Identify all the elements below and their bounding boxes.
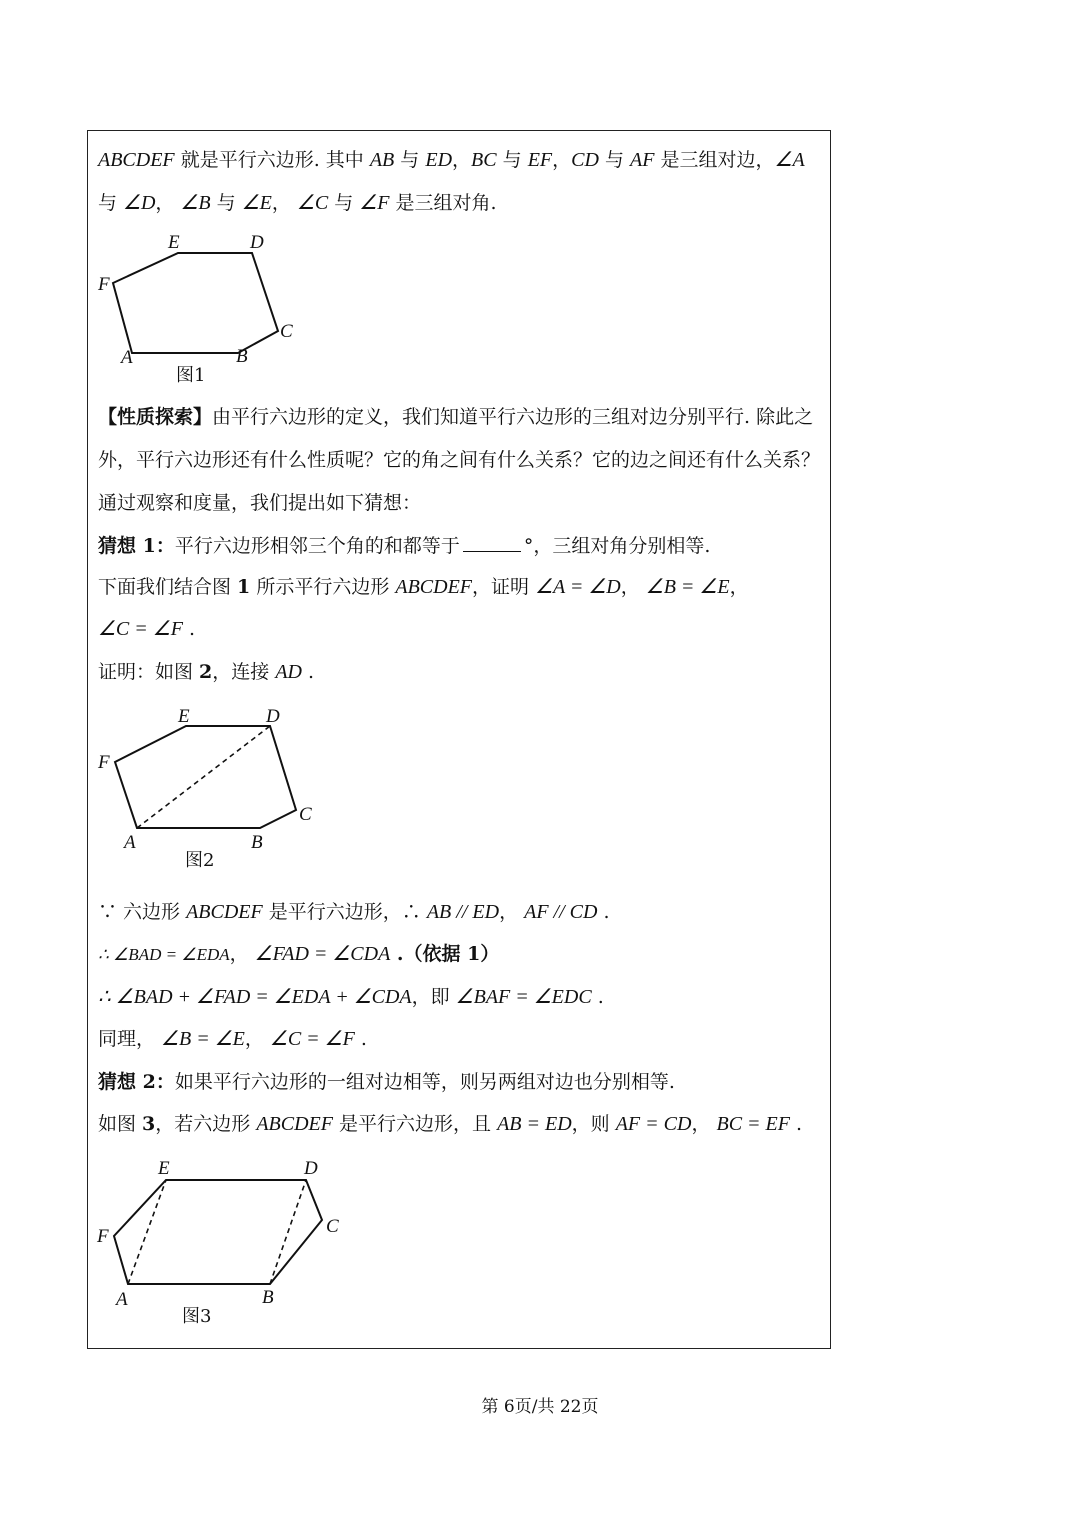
text: °，三组对角分别相等. bbox=[523, 535, 711, 557]
text: 就是平行六边形. 其中 bbox=[174, 149, 370, 171]
guess-tag: 猜想 1： bbox=[98, 535, 175, 557]
text: ， bbox=[552, 149, 572, 171]
math: ∠E bbox=[241, 192, 272, 214]
text: ， bbox=[620, 576, 646, 598]
text: ， bbox=[499, 901, 525, 923]
vertex-label-c: C bbox=[326, 1216, 339, 1237]
math: AB // ED bbox=[426, 901, 500, 923]
vertex-label-f: F bbox=[97, 1226, 109, 1247]
page-number: 第 6页/共 22页 bbox=[481, 1397, 599, 1417]
vertex-label-b: B bbox=[236, 346, 248, 367]
text: ，连接 bbox=[212, 661, 276, 683]
figure-2 bbox=[90, 700, 330, 880]
intro-line-2 bbox=[98, 191, 497, 215]
explore-line-1 bbox=[98, 405, 813, 429]
math: ∠B = ∠E bbox=[161, 1028, 245, 1050]
hexagon-shape bbox=[115, 726, 296, 828]
hexagon-shape bbox=[114, 1180, 322, 1284]
text: . bbox=[597, 901, 610, 923]
math: ∠C bbox=[296, 192, 329, 214]
text: ，若六边形 bbox=[155, 1113, 257, 1135]
guess-2-detail-line bbox=[98, 1112, 802, 1136]
explore-line-2: 外，平行六边形还有什么性质呢？它的角之间有什么关系？它的边之间还有什么关系？ bbox=[98, 449, 821, 471]
text: 2 bbox=[199, 661, 213, 683]
vertex-label-c: C bbox=[299, 804, 312, 825]
text: ， bbox=[271, 192, 297, 214]
figure-caption: 图3 bbox=[182, 1306, 212, 1327]
math: AD bbox=[275, 661, 302, 683]
vertex-label-a: A bbox=[116, 1289, 128, 1310]
text: .（依据 1） bbox=[390, 943, 500, 965]
vertex-label-d: D bbox=[266, 706, 280, 727]
vertex-label-e: E bbox=[178, 706, 190, 727]
math: ∠C = ∠F bbox=[98, 618, 183, 640]
math: ∠F bbox=[359, 192, 390, 214]
text: 是三组对角. bbox=[389, 192, 497, 214]
math: AF // CD bbox=[524, 901, 598, 923]
vertex-label-f: F bbox=[98, 274, 110, 295]
vertex-label-b: B bbox=[251, 832, 263, 853]
text: 与 bbox=[210, 192, 242, 214]
text: 由平行六边形的定义，我们知道平行六边形的三组对边分别平行. 除此之 bbox=[212, 406, 814, 428]
math: BC bbox=[471, 149, 497, 171]
vertex-label-e: E bbox=[158, 1158, 170, 1179]
text: 是平行六边形，且 bbox=[332, 1113, 498, 1135]
math: ∠BAF = ∠EDC bbox=[455, 986, 592, 1008]
vertex-label-f: F bbox=[98, 752, 110, 773]
math: ABCDEF bbox=[98, 149, 175, 171]
guess-1-line bbox=[98, 533, 710, 558]
text: 与 bbox=[394, 149, 426, 171]
vertex-label-e: E bbox=[168, 232, 180, 253]
math: ABCDEF bbox=[186, 901, 263, 923]
proof-line-4 bbox=[98, 1027, 367, 1051]
figure-1 bbox=[90, 225, 310, 390]
proof-line-2 bbox=[98, 942, 499, 967]
text: 与 bbox=[598, 149, 631, 171]
math: EF bbox=[527, 149, 553, 171]
text: 3 bbox=[142, 1113, 156, 1135]
section-tag: 【性质探索】 bbox=[98, 406, 213, 428]
math: AF = CD bbox=[615, 1113, 692, 1135]
text: 平行六边形相邻三个角的和都等于 bbox=[174, 535, 460, 557]
math: ∠C = ∠F bbox=[269, 1028, 355, 1050]
text: ，则 bbox=[571, 1113, 616, 1135]
math: ∠D bbox=[123, 192, 156, 214]
text: 是平行六边形，∴ bbox=[262, 901, 427, 923]
guess-tag: 猜想 2： bbox=[98, 1071, 175, 1093]
proof-intro-line-2 bbox=[98, 617, 195, 641]
text: 所示平行六边形 bbox=[250, 576, 396, 598]
math: ∴ ∠BAD + ∠FAD = ∠EDA + ∠CDA bbox=[98, 986, 412, 1008]
math: ∠A bbox=[774, 149, 805, 171]
text: . bbox=[789, 1113, 803, 1135]
text: . bbox=[302, 661, 315, 683]
math: AB bbox=[369, 149, 395, 171]
vertex-label-c: C bbox=[280, 321, 293, 342]
text: 与 bbox=[496, 149, 528, 171]
text: ∵ 六边形 bbox=[98, 901, 187, 923]
text: 如图 bbox=[98, 1113, 143, 1135]
math: ∠B bbox=[180, 192, 211, 214]
text: . bbox=[182, 618, 196, 640]
vertex-label-d: D bbox=[304, 1158, 318, 1179]
math: ED bbox=[425, 149, 453, 171]
proof-line-1 bbox=[98, 900, 610, 924]
vertex-label-d: D bbox=[250, 232, 264, 253]
text: 同理， bbox=[98, 1028, 162, 1050]
text: 1 bbox=[237, 576, 251, 598]
text: 如果平行六边形的一组对边相等，则另两组对边也分别相等. bbox=[174, 1071, 675, 1093]
proof-intro-line-1 bbox=[98, 575, 749, 599]
vertex-label-b: B bbox=[262, 1287, 274, 1308]
vertex-label-a: A bbox=[124, 832, 136, 853]
text: . bbox=[354, 1028, 367, 1050]
figure-3 bbox=[90, 1150, 360, 1335]
math: ∠B = ∠E bbox=[645, 576, 730, 598]
text: ， bbox=[452, 149, 472, 171]
text: 是三组对边， bbox=[654, 149, 775, 171]
text: . bbox=[591, 986, 604, 1008]
text: ， bbox=[244, 1028, 270, 1050]
math: CD bbox=[571, 149, 599, 171]
text: ， bbox=[229, 943, 255, 965]
text: 与 bbox=[328, 192, 360, 214]
guess-2-line bbox=[98, 1070, 675, 1094]
math: AF bbox=[630, 149, 655, 171]
text: ，即 bbox=[411, 986, 456, 1008]
figure-caption: 图2 bbox=[185, 850, 215, 871]
text: ， bbox=[155, 192, 181, 214]
text: ，证明 bbox=[472, 576, 536, 598]
text: 下面我们结合图 bbox=[98, 576, 238, 598]
text: 证明：如图 bbox=[98, 661, 200, 683]
math: ∠A = ∠D bbox=[535, 576, 621, 598]
math: AB = ED bbox=[497, 1113, 572, 1135]
intro-line-1 bbox=[98, 148, 805, 172]
text: ， bbox=[729, 576, 749, 598]
figure-caption: 图1 bbox=[176, 365, 206, 386]
math: BC = EF bbox=[716, 1113, 790, 1135]
diagonal-ae bbox=[128, 1180, 166, 1284]
hexagon-shape bbox=[113, 253, 278, 353]
math: ∠FAD = ∠CDA bbox=[254, 943, 391, 965]
proof-line-3 bbox=[98, 985, 604, 1009]
math: ABCDEF bbox=[256, 1113, 333, 1135]
text: 与 bbox=[98, 192, 124, 214]
text: ， bbox=[691, 1113, 717, 1135]
vertex-label-a: A bbox=[121, 347, 133, 368]
proof-intro-line-3 bbox=[98, 660, 314, 684]
explore-line-3: 通过观察和度量，我们提出如下猜想： bbox=[98, 492, 422, 514]
answer-blank[interactable] bbox=[463, 533, 521, 552]
math: ∴ ∠BAD = ∠EDA bbox=[98, 945, 230, 964]
math: ABCDEF bbox=[395, 576, 473, 598]
diagonal-bd bbox=[270, 1180, 306, 1284]
